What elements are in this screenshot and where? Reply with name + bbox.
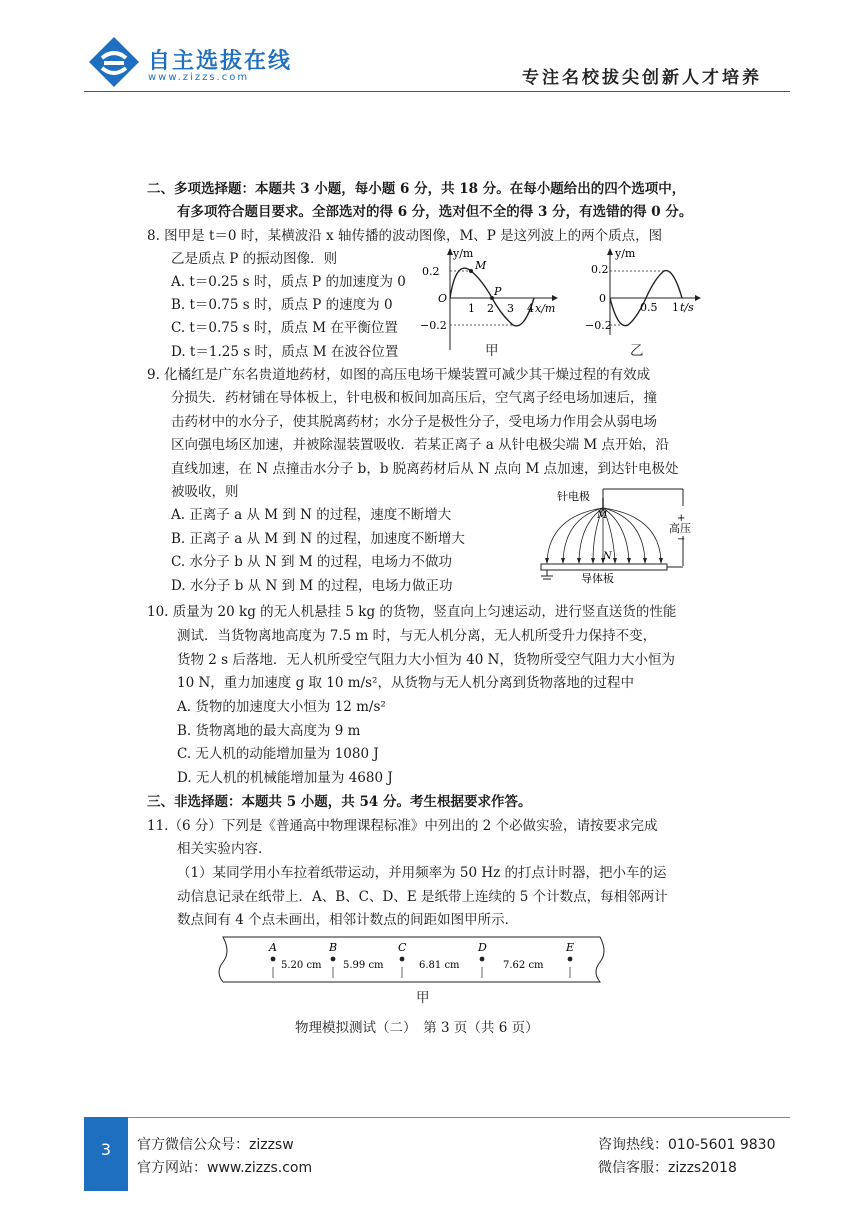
tape-point: E [566, 941, 575, 954]
q10-option-b: B. 货物离地的最大高度为 9 m [177, 723, 361, 739]
logo-icon [86, 34, 142, 90]
q8-stem-line1: 8. 图甲是 t＝0 时，某横波沿 x 轴传播的波动图像，M、P 是这列波上的两个质点，图 [147, 228, 663, 244]
q9-option-a: A. 正离子 a 从 M 到 N 的过程，速度不断增大 [171, 507, 452, 523]
tape-point: A [269, 941, 277, 954]
header-divider [84, 91, 790, 92]
hv-label: 高压 [669, 522, 691, 535]
q11-stem-line: 11.（6 分）下列是《普通高中物理课程标准》中列出的 2 个必做实验，请按要求完成 [147, 818, 658, 834]
hv-plus: + [677, 513, 686, 524]
section2-heading-line2: 有多项符合题目要求。全部选对的得 6 分，选对但不全的得 3 分，有选错的得 0 分。 [177, 204, 693, 220]
section2-heading-line1: 二、多项选择题：本题共 3 小题，每小题 6 分，共 18 分。在每小题给出的四个选项中， [147, 181, 686, 197]
tape-point: D [478, 941, 487, 954]
vib-xlabel: t/s [680, 301, 694, 314]
q9-option-b: B. 正离子 a 从 M 到 N 的过程，加速度不断增大 [171, 531, 465, 547]
tape-gap: 7.62 cm [503, 960, 544, 971]
q8-vibration-graph [585, 245, 705, 340]
footer-wechat-service: 微信客服：zizzs2018 [598, 1160, 737, 1176]
wave-point-p: P [494, 285, 502, 298]
q10-option-d: D. 无人机的机械能增加量为 4680 J [177, 770, 393, 786]
q8-option-a: A. t＝0.25 s 时，质点 P 的加速度为 0 [171, 274, 406, 290]
footer-divider [128, 1117, 790, 1118]
q8-option-c: C. t＝0.75 s 时，质点 M 在平衡位置 [171, 320, 398, 336]
vib-origin: 0 [599, 292, 606, 305]
q9-option-d: D. 水分子 b 从 N 到 M 的过程，电场力做正功 [171, 578, 453, 594]
q9-stem-line: 击药材中的水分子，使其脱离药材；水分子是极性分子，受电场力作用会从弱电场 [171, 414, 657, 430]
footer-website-link[interactable]: 官方网站：www.zizzs.com [137, 1160, 313, 1176]
q10-stem-line: 10. 质量为 20 kg 的无人机悬挂 5 kg 的货物，竖直向上匀速运动，进行竖直送货的性能 [147, 604, 677, 620]
logo-url: www.zizzs.com [148, 72, 250, 83]
field-point-n: N [603, 551, 612, 562]
footer-page-number: 3 [100, 1140, 112, 1159]
section3-heading: 三、非选择题：本题共 5 小题，共 54 分。考生根据要求作答。 [147, 794, 532, 810]
logo-title: 自主选拔在线 [148, 49, 293, 74]
q11-stem-line: （1）某同学用小车拉着纸带运动，并用频率为 50 Hz 的打点计时器，把小车的运 [177, 865, 667, 881]
q8-fig1-caption: 甲 [485, 343, 499, 359]
vib-ypos: 0.2 [591, 263, 609, 276]
footer-wechat-public: 官方微信公众号：zizzsw [137, 1137, 294, 1153]
plate-label: 导体板 [581, 572, 614, 585]
tape-gap: 6.81 cm [419, 960, 460, 971]
needle-label: 针电极 [557, 490, 590, 503]
q10-stem-line: 货物 2 s 后落地．无人机所受空气阻力大小恒为 40 N，货物所受空气阻力大小恒为 [177, 652, 675, 668]
q10-stem-line: 10 N，重力加速度 g 取 10 m/s²，从货物与无人机分离到货物落地的过程中 [177, 675, 634, 691]
wave-tick: 4 [527, 302, 534, 315]
page-footer-text: 物理模拟测试（二） 第 3 页（共 6 页） [295, 1020, 539, 1036]
wave-tick: 3 [507, 302, 514, 315]
q11-stem-line: 数点间有 4 个点未画出，相邻计数点的间距如图甲所示． [177, 912, 519, 928]
q11-tape-caption: 甲 [416, 990, 430, 1006]
wave-origin: O [438, 292, 448, 305]
vib-yneg: −0.2 [585, 319, 612, 332]
q11-stem-line: 动信息记录在纸带上．A、B、C、D、E 是纸带上连续的 5 个计数点，每相邻两计 [177, 889, 668, 905]
tape-point: C [398, 941, 407, 954]
q10-option-c: C. 无人机的动能增加量为 1080 J [177, 746, 379, 762]
q8-fig2-caption: 乙 [630, 343, 644, 359]
tape-gap: 5.20 cm [281, 960, 322, 971]
wave-tick: 1 [468, 302, 475, 315]
q10-option-a: A. 货物的加速度大小恒为 12 m/s² [177, 699, 386, 715]
hv-minus: − [677, 534, 686, 545]
q9-stem-line: 被吸收，则 [171, 484, 239, 500]
q9-stem-line: 区向强电场区加速，并被除湿装置吸收．若某正离子 a 从针电极尖端 M 点开始，沿 [171, 437, 670, 453]
wave-xlabel: x/m [535, 302, 556, 315]
q9-stem-line: 9. 化橘红是广东名贵道地药材，如图的高压电场干燥装置可减少其干燥过程的有效成 [147, 367, 651, 383]
q11-stem-line: 相关实验内容． [177, 841, 272, 857]
q9-stem-line: 直线加速，在 N 点撞击水分子 b，b 脱离药材后从 N 点向 M 点加速，到达针电极处 [171, 461, 679, 477]
wave-ypos: 0.2 [422, 265, 440, 278]
q9-electric-field-diagram [535, 486, 695, 586]
wave-point-m: M [475, 259, 487, 272]
footer-hotline: 咨询热线：010-5601 9830 [598, 1137, 776, 1153]
tape-point: B [329, 941, 338, 954]
vib-ylabel: y/m [615, 247, 636, 260]
wave-ylabel: y/m [453, 247, 474, 260]
wave-tick: 2 [487, 302, 494, 315]
vib-tick: 0.5 [640, 301, 658, 314]
q8-option-d: D. t＝1.25 s 时，质点 M 在波谷位置 [171, 344, 399, 360]
tape-gap: 5.99 cm [343, 960, 384, 971]
q8-option-b: B. t＝0.75 s 时，质点 P 的速度为 0 [171, 297, 393, 313]
header-slogan: 专注名校拔尖创新人才培养 [522, 68, 762, 88]
wave-yneg: −0.2 [420, 319, 447, 332]
q10-stem-line: 测试．当货物离地高度为 7.5 m 时，与无人机分离，无人机所受升力保持不变， [177, 628, 657, 644]
vib-tick: 1 [672, 301, 679, 314]
q11-paper-tape [215, 932, 610, 987]
q9-option-c: C. 水分子 b 从 N 到 M 的过程，电场力不做功 [171, 554, 452, 570]
q9-stem-line: 分损失．药材铺在导体板上，针电极和板间加高压后，空气离子经电场加速后，撞 [171, 390, 657, 406]
q8-stem-line2: 乙是质点 P 的振动图像．则 [171, 251, 338, 267]
field-point-m: M [597, 510, 608, 521]
